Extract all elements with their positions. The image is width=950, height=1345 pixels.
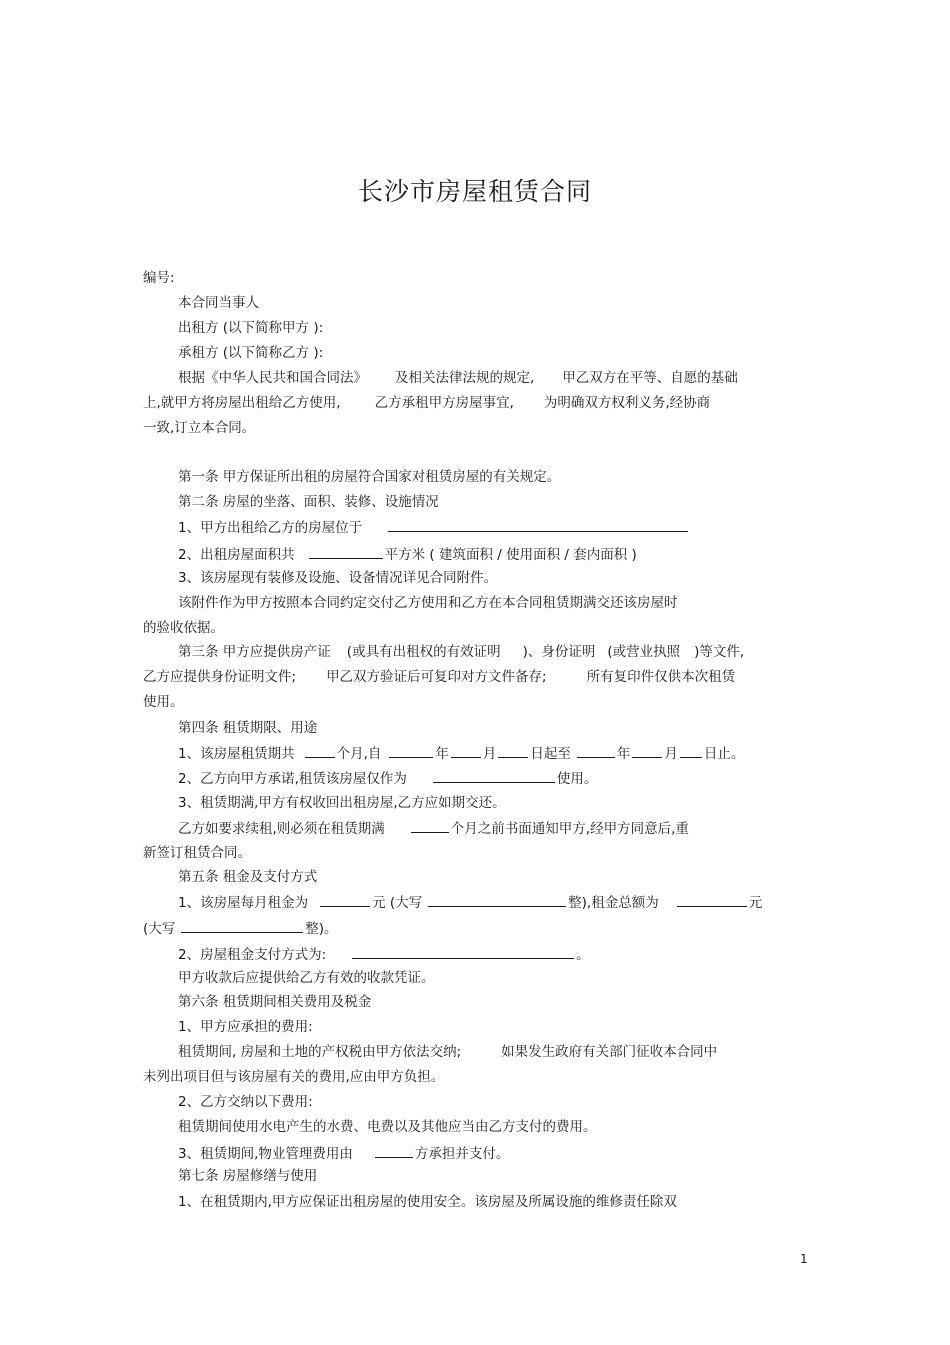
end-month-blank[interactable]: [632, 744, 662, 758]
lessor-fees-line-1: 租赁期间, 房屋和土地的产权税由甲方依法交纳; 如果发生政府有关部门征收本合同中: [178, 1044, 718, 1060]
article-7-item-1: 1、在租赁期内,甲方应保证出租房屋的使用安全。该房屋及所属设施的维修责任除双: [178, 1194, 677, 1210]
receipt-paragraph: 甲方收款后应提供给乙方有效的收款凭证。: [178, 970, 435, 986]
article-5-item-1-line-1: 1、该房屋每月租金为 元 (大写 整),租金总额为 元: [178, 895, 763, 911]
article-4-item-2: 2、乙方向甲方承诺,租赁该房屋仅作为 使用。: [178, 771, 598, 787]
article-2-title: 第二条 房屋的坐落、面积、装修、设施情况: [178, 494, 439, 510]
preamble-line-3: 一致,订立本合同。: [143, 420, 256, 436]
payment-method-blank[interactable]: [352, 945, 574, 959]
end-year-blank[interactable]: [577, 744, 615, 758]
article-4-title: 第四条 租赁期限、用途: [178, 720, 318, 736]
end-day-blank[interactable]: [680, 744, 702, 758]
article-4-item-3: 3、租赁期满,甲方有权收回出租房屋,乙方应如期交还。: [178, 795, 506, 811]
article-6-item-2: 2、乙方交纳以下费用:: [178, 1094, 313, 1110]
attachment-paragraph-line-1: 该附件作为甲方按照本合同约定交付乙方使用和乙方在本合同租赁期满交还该房屋时: [178, 595, 678, 611]
location-blank[interactable]: [388, 518, 688, 532]
article-2-item-2: 2、出租房屋面积共 平方米 ( 建筑面积 / 使用面积 / 套内面积 ): [178, 547, 637, 563]
article-7-title: 第七条 房屋修缮与使用: [178, 1168, 318, 1184]
article-3-line-1: 第三条 甲方应提供房产证 (或具有出租权的有效证明 )、身份证明 (或营业执照 )等文件,: [178, 644, 745, 660]
article-5-item-1-line-2: (大写 整)。: [143, 921, 338, 937]
start-month-blank[interactable]: [451, 744, 481, 758]
attachment-paragraph-line-2: 的验收依据。: [143, 620, 224, 636]
monthly-rent-words-blank[interactable]: [428, 893, 566, 907]
document-title: 长沙市房屋租赁合同: [357, 177, 592, 206]
parties-label: 本合同当事人: [178, 295, 259, 311]
article-6-item-3: 3、租赁期间,物业管理费用由 方承担并支付。: [178, 1146, 510, 1162]
total-rent-words-blank[interactable]: [181, 919, 303, 933]
article-1: 第一条 甲方保证所出租的房屋符合国家对租赁房屋的有关规定。: [178, 469, 561, 485]
article-2-item-3: 3、该房屋现有装修及设施、设备情况详见合同附件。: [178, 570, 498, 586]
article-6-item-1: 1、甲方应承担的费用:: [178, 1019, 313, 1035]
notice-months-blank[interactable]: [411, 819, 449, 833]
usage-blank[interactable]: [433, 769, 555, 783]
contract-number-label: 编号:: [143, 270, 175, 286]
preamble-line-2: 上,就甲方将房屋出租给乙方使用, 乙方承租甲方房屋事宜, 为明确双方权利义务,经协商: [143, 395, 711, 411]
preamble-line-1: 根据《中华人民共和国合同法》 及相关法律法规的规定, 甲乙双方在平等、自愿的基础: [178, 370, 738, 386]
lessor-fees-line-2: 未列出项目但与该房屋有关的费用,应由甲方负担。: [143, 1069, 445, 1085]
article-2-item-1: 1、甲方出租给乙方的房屋位于: [178, 518, 690, 537]
renewal-paragraph-line-2: 新签订租赁合同。: [143, 845, 251, 861]
term-months-blank[interactable]: [305, 744, 335, 758]
article-5-item-2: 2、房屋租金支付方式为: 。: [178, 947, 590, 963]
lessor-line: 出租方 (以下简称甲方 ):: [178, 320, 324, 336]
article-5-title: 第五条 租金及支付方式: [178, 869, 318, 885]
total-rent-blank[interactable]: [677, 893, 747, 907]
area-blank[interactable]: [309, 545, 383, 559]
start-year-blank[interactable]: [389, 744, 433, 758]
property-fee-party-blank[interactable]: [375, 1144, 413, 1158]
article-6-title: 第六条 租赁期间相关费用及税金: [178, 994, 372, 1010]
monthly-rent-blank[interactable]: [320, 893, 370, 907]
article-4-item-1: 1、该房屋租赁期共 个月,自 年 月 日起至 年 月 日止。: [178, 746, 745, 762]
renewal-paragraph-line-1: 乙方如要求续租,则必须在租赁期满 个月之前书面通知甲方,经甲方同意后,重: [178, 821, 689, 837]
article-3-line-2: 乙方应提供身份证明文件; 甲乙双方验证后可复印对方文件备存; 所有复印件仅供本次租赁: [143, 669, 736, 685]
article-3-line-3: 使用。: [143, 694, 184, 710]
lessee-line: 承租方 (以下简称乙方 ):: [178, 345, 324, 361]
start-day-blank[interactable]: [498, 744, 528, 758]
page-number: 1: [800, 1252, 808, 1266]
lessee-fees-paragraph: 租赁期间使用水电产生的水费、电费以及其他应当由乙方支付的费用。: [178, 1119, 597, 1135]
